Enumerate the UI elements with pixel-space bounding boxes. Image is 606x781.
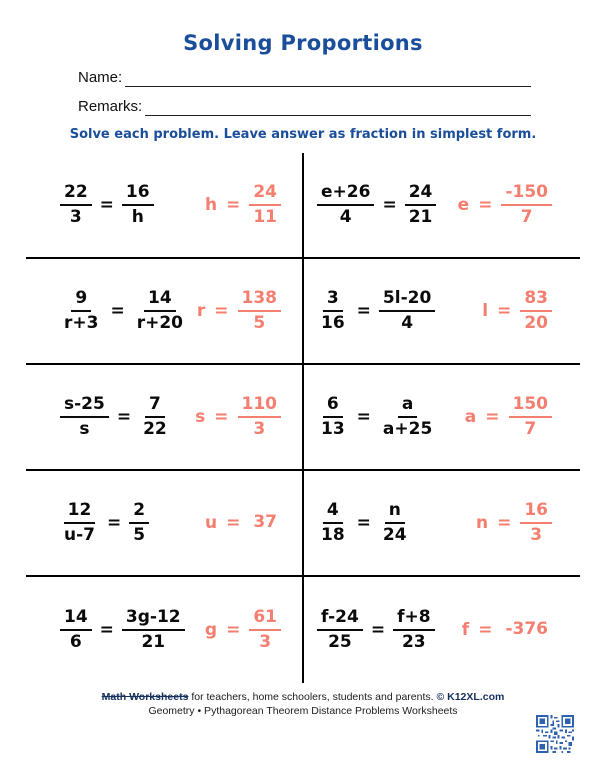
denominator: 3 (530, 525, 543, 546)
answer (205, 513, 281, 533)
answer-fraction (249, 513, 281, 533)
problems-grid (26, 153, 580, 683)
equals-sign: = (356, 513, 371, 534)
equals-sign: = (99, 620, 114, 641)
fraction-left (60, 183, 92, 228)
fraction-right (379, 395, 436, 440)
proportion-equation (60, 501, 149, 546)
numerator: 3 (323, 289, 343, 313)
equals-sign: = (226, 620, 241, 641)
answer-variable: s (195, 407, 206, 428)
answer (205, 183, 281, 228)
answer (465, 395, 552, 440)
qr-code (536, 715, 574, 753)
remarks-blank-line (145, 101, 531, 116)
name-label: Name: (78, 69, 123, 87)
footer-line-1 (0, 690, 606, 704)
numerator: 2 (129, 501, 149, 525)
problem-cell-4 (303, 259, 580, 363)
denominator: 21 (141, 632, 166, 653)
problem-cell-7 (26, 471, 303, 575)
problem-cell-3 (26, 259, 303, 363)
denominator: 6 (69, 632, 82, 653)
equals-sign: = (226, 195, 241, 216)
answer-variable: g (204, 620, 218, 641)
fraction-right (139, 395, 171, 440)
numerator: 14 (144, 289, 176, 313)
equals-sign: = (214, 407, 229, 428)
fraction-right (133, 289, 187, 334)
fraction-right (379, 501, 411, 546)
answer-fraction (249, 183, 281, 228)
name-blank-line (125, 72, 531, 87)
proportion-equation (60, 608, 185, 653)
numerator: -150 (501, 183, 552, 207)
numerator: f+8 (393, 608, 434, 632)
answer (197, 289, 281, 334)
answer-variable: l (482, 301, 489, 322)
fraction-left (60, 395, 109, 440)
problem-cell-2 (303, 153, 580, 257)
equals-sign: = (226, 513, 241, 534)
answer-variable: a (464, 407, 477, 428)
answer (458, 183, 552, 228)
numerator: 37 (253, 512, 277, 533)
equals-sign: = (214, 301, 229, 322)
answer-fraction (509, 395, 553, 440)
equals-sign: = (497, 513, 512, 534)
fraction-left (317, 501, 349, 546)
column-divider (302, 153, 304, 683)
answer (476, 501, 552, 546)
fraction-right (122, 608, 185, 653)
proportion-equation (317, 289, 435, 334)
equals-sign: = (370, 620, 386, 641)
numerator: 4 (323, 501, 343, 525)
fraction-left (317, 395, 349, 440)
answer-variable: r (196, 301, 206, 322)
fraction-right (379, 289, 435, 334)
problem-cell-9 (26, 577, 303, 683)
denominator: 3 (259, 632, 272, 653)
denominator: 22 (143, 419, 167, 440)
denominator: 7 (524, 419, 537, 440)
fraction-left (317, 183, 374, 228)
numerator: 22 (60, 183, 92, 207)
denominator: 7 (520, 207, 533, 228)
denominator: 18 (321, 525, 345, 546)
problem-cell-5 (26, 365, 303, 469)
equals-sign: = (497, 301, 512, 322)
denominator: 16 (321, 313, 345, 334)
numerator: 5l-20 (379, 289, 435, 313)
equals-sign: = (110, 301, 125, 322)
denominator: 20 (524, 313, 548, 334)
proportion-equation (317, 608, 435, 653)
footer-copyright: © K12XL.com (436, 691, 505, 704)
answer (482, 289, 552, 334)
denominator: 21 (408, 207, 433, 228)
numerator: 6 (323, 395, 343, 419)
equals-sign: = (485, 407, 500, 428)
equals-sign: = (107, 513, 122, 534)
denominator: 13 (321, 419, 345, 440)
denominator: 4 (339, 207, 352, 228)
numerator: 138 (238, 289, 282, 313)
denominator: a+25 (382, 419, 433, 440)
name-field (78, 69, 531, 87)
numerator: s-25 (60, 395, 109, 419)
proportion-equation (317, 183, 436, 228)
fraction-right (129, 501, 149, 546)
answer-fraction (501, 620, 552, 640)
denominator: r+3 (64, 313, 99, 334)
answer-fraction (520, 501, 552, 546)
equals-sign: = (382, 195, 397, 216)
fraction-left (60, 289, 102, 334)
fraction-right (393, 608, 434, 653)
numerator: f-24 (317, 608, 363, 632)
answer-variable: h (204, 195, 218, 216)
answer-fraction (501, 183, 552, 228)
problem-cell-10 (303, 577, 580, 683)
answer (462, 620, 552, 640)
fraction-left (60, 608, 92, 653)
denominator: 11 (253, 207, 277, 228)
fraction-left (317, 608, 363, 653)
answer-variable: u (204, 513, 218, 534)
answer-fraction (520, 289, 552, 334)
equals-sign: = (356, 407, 371, 428)
numerator: 61 (249, 608, 281, 632)
denominator: h (131, 207, 144, 228)
answer-variable: f (461, 620, 470, 641)
fraction-right (122, 183, 154, 228)
proportion-equation (317, 395, 436, 440)
answer-variable: e (457, 195, 470, 216)
denominator: u-7 (64, 525, 95, 546)
answer (195, 395, 281, 440)
denominator: 3 (69, 207, 82, 228)
problem-cell-6 (303, 365, 580, 469)
numerator: 12 (64, 501, 96, 525)
footer-brand: Math Worksheets (101, 691, 189, 704)
problem-cell-8 (303, 471, 580, 575)
denominator: s (79, 419, 90, 440)
numerator: 24 (405, 183, 437, 207)
remarks-label: Remarks: (78, 98, 143, 116)
proportion-equation (60, 183, 154, 228)
fraction-right (405, 183, 437, 228)
numerator: 150 (509, 395, 553, 419)
answer-fraction (238, 395, 282, 440)
numerator: e+26 (317, 183, 374, 207)
numerator: 24 (249, 183, 281, 207)
numerator: n (385, 501, 405, 525)
numerator: 83 (520, 289, 552, 313)
equals-sign: = (99, 195, 114, 216)
problem-cell-1 (26, 153, 303, 257)
denominator: 5 (253, 313, 266, 334)
equals-sign: = (478, 195, 493, 216)
denominator: 4 (401, 313, 414, 334)
proportion-equation (317, 501, 411, 546)
answer-fraction (238, 289, 282, 334)
denominator: 25 (328, 632, 352, 653)
fraction-left (60, 501, 99, 546)
numerator: 16 (122, 183, 154, 207)
equals-sign: = (356, 301, 371, 322)
instruction-text: Solve each problem. Leave answer as fraction in simplest form. (69, 127, 537, 143)
numerator: 9 (71, 289, 91, 313)
proportion-equation (60, 289, 187, 334)
answer-fraction (249, 608, 281, 653)
numerator: -376 (505, 619, 548, 640)
answer (205, 608, 281, 653)
remarks-field (78, 98, 531, 116)
fraction-left (317, 289, 349, 334)
numerator: 110 (238, 395, 282, 419)
numerator: 7 (145, 395, 165, 419)
denominator: 3 (253, 419, 266, 440)
answer-variable: n (475, 513, 489, 534)
footer (0, 690, 606, 718)
numerator: 14 (60, 608, 92, 632)
numerator: 3g-12 (122, 608, 185, 632)
equals-sign: = (478, 620, 493, 641)
numerator: 16 (520, 501, 552, 525)
denominator: 5 (133, 525, 146, 546)
footer-line-2: Geometry • Pythagorean Theorem Distance Problems Worksheets (148, 705, 458, 718)
numerator: a (398, 395, 417, 419)
equals-sign: = (116, 407, 132, 428)
denominator: r+20 (136, 313, 184, 334)
proportion-equation (60, 395, 171, 440)
denominator: 24 (382, 525, 407, 546)
page-title: Solving Proportions (183, 31, 423, 55)
denominator: 23 (401, 632, 426, 653)
footer-tagline: for teachers, home schoolers, students and parents. (188, 691, 437, 704)
